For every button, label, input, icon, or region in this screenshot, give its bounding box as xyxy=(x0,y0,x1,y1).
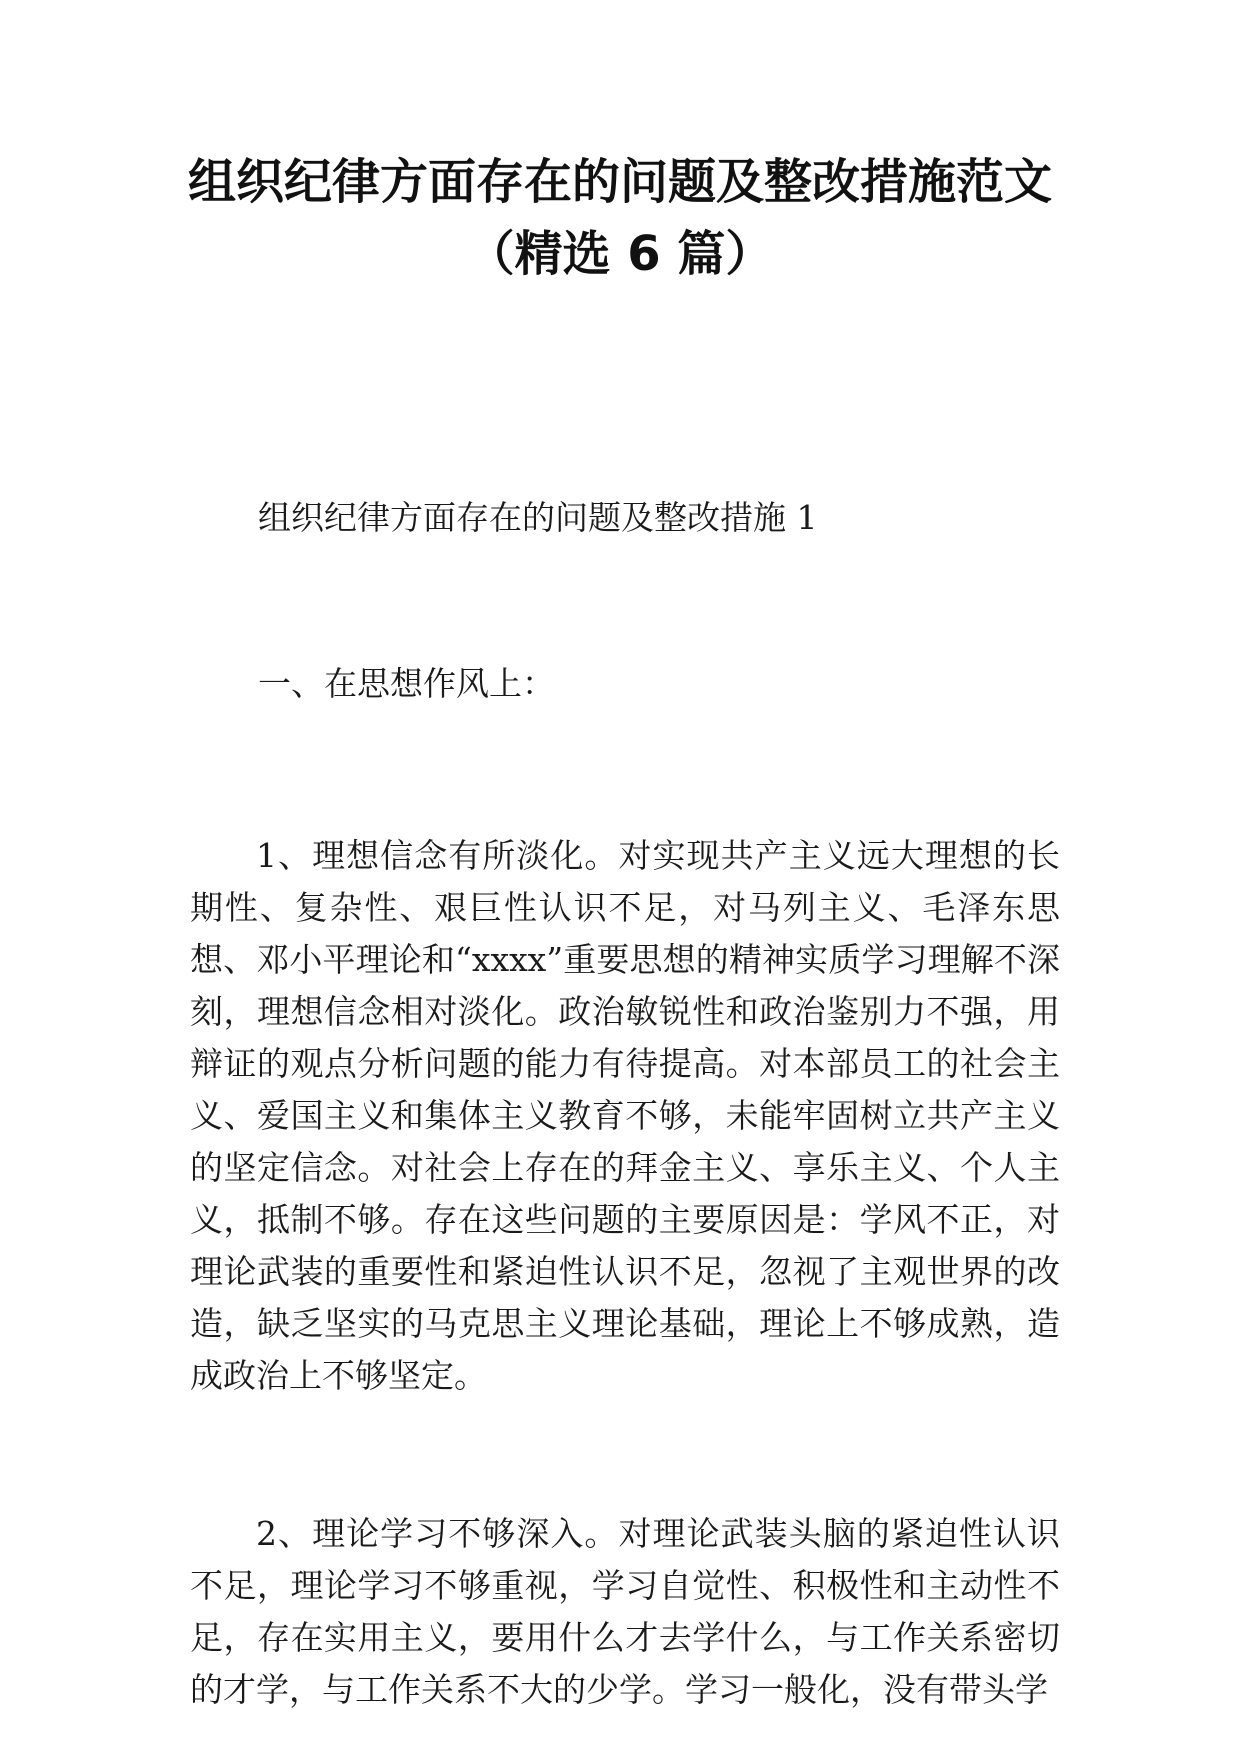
paragraph: 1、理想信念有所淡化。对实现共产主义远大理想的长期性、复杂性、艰巨性认识不足，对马列主义、毛泽东思想、邓小平理论和“xxxx”重要思想的精神实质学习理解不深刻，理想信念相对淡化。政治敏锐性和政治鉴别力不强，用辩证的观点分析问题的能力有待提高。对本部员工的社会主义、爱国主义和集体主义教育不够，未能牢固树立共产主义的坚定信念。对社会上存在的拜金主义、享乐主义、个人主义，抵制不够。存在这些问题的主要原因是：学风不正，对理论武装的重要性和紧迫性认识不足，忽视了主观世界的改造，缺乏坚实的马克思主义理论基础，理论上不够成熟，造成政治上不够坚定。 xyxy=(190,836,1060,1395)
paragraph: 2、理论学习不够深入。对理论武装头脑的紧迫性认识不足，理论学习不够重视，学习自觉性、积极性和主动性不足，存在实用主义，要用什么才去学什么，与工作关系密切的才学，与工作关系不大的少学。学习一般化，没有带头学 xyxy=(190,1514,1060,1709)
article-heading: 组织纪律方面存在的问题及整改措施 1 xyxy=(258,498,818,537)
document-title: 组织纪律方面存在的问题及整改措施范文 xyxy=(187,154,1052,210)
document-subtitle: （精选 6 篇） xyxy=(466,226,774,282)
section-heading: 一、在思想作风上： xyxy=(258,664,555,703)
